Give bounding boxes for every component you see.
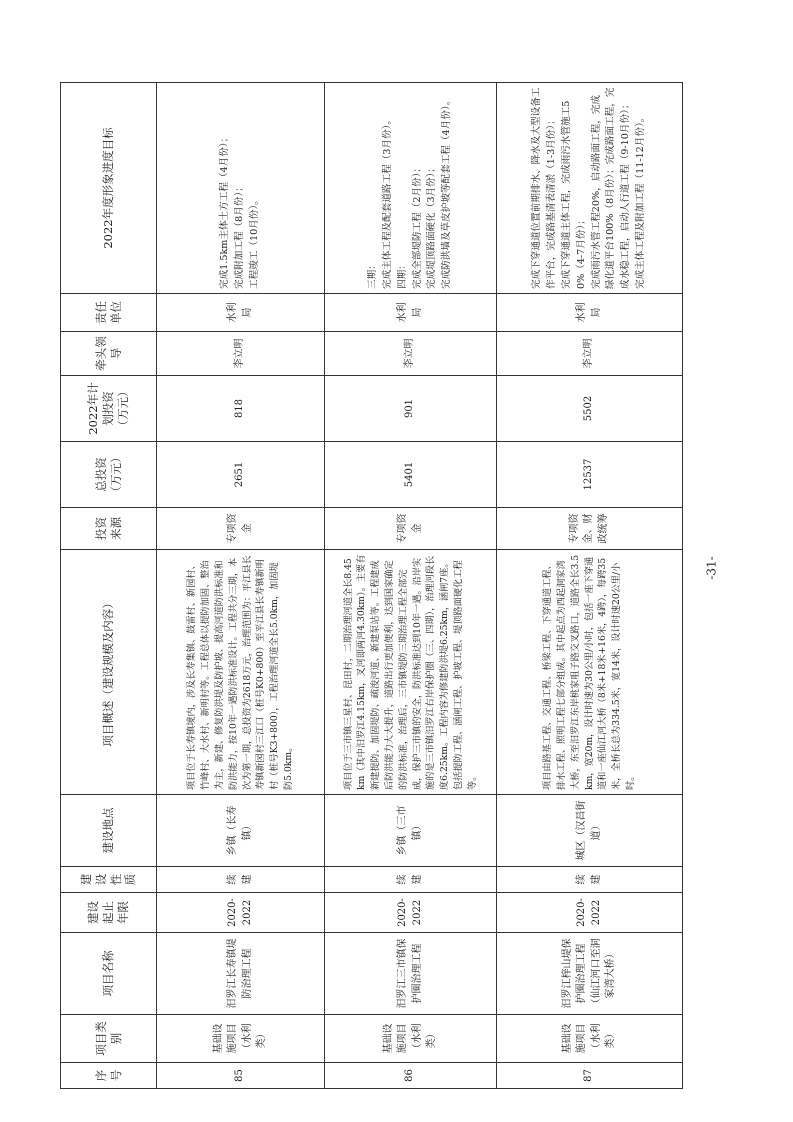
cell-category: 基础设施项目（水利类） [157, 1015, 325, 1063]
cell-total: 5401 [325, 442, 497, 508]
cell-category: 基础设施项目（水利类） [325, 1015, 497, 1063]
table-row [325, 83, 497, 1089]
cell-location: 乡镇（长寿镇） [157, 795, 325, 867]
header-unit: 责任单位 [61, 294, 157, 332]
cell-goal [497, 83, 683, 294]
cell-plan2022: 818 [157, 376, 325, 442]
cell-overview: 项目位于长寿镇境内，涉及长寿集镇、鼓雷村、新园村、竹峰村、大水村、新明村等。工程总体以提防加固、整治为主，新建、修复防洪堤及防护坡、提高河道防洪标准和防洪能力，按10年一遇防洪标准设计。工程共分三期，本次为第一期，总投资为2618万元，治理范围为：平江县长寿镇新园村三江口（桩号K0+800）至平江县长寿镇新明村（桩号K3+800），工程治理河道全长5.0km，加固堤防5.0km。 [157, 550, 325, 795]
cell-plan2022: 901 [325, 376, 497, 442]
cell-nature: 续建 [325, 867, 497, 893]
header-row [61, 83, 157, 1089]
cell-leader: 李立明 [325, 332, 497, 376]
table-row [157, 83, 325, 1089]
cell-goal [157, 83, 325, 294]
cell-period: 2020-2022 [157, 893, 325, 933]
header-goal: 2022年度形象进度目标 [61, 83, 157, 294]
cell-funding: 专项资金、财政统筹 [497, 508, 683, 550]
cell-period: 2020-2022 [325, 893, 497, 933]
cell-seq: 86 [325, 1063, 497, 1089]
header-period: 建设起止年限 [61, 893, 157, 933]
cell-total: 12537 [497, 442, 683, 508]
cell-name: 汨罗江梓山堤保护圈治理工程（仙江河口至洞家湾大桥） [497, 933, 683, 1015]
cell-unit: 水利局 [497, 294, 683, 332]
header-total: 总投资（万元） [61, 442, 157, 508]
cell-seq: 85 [157, 1063, 325, 1089]
header-plan2022: 2022年计划投资（万元） [61, 376, 157, 442]
cell-funding: 专项资金 [157, 508, 325, 550]
header-funding: 投资来源 [61, 508, 157, 550]
cell-overview: 项目由路基工程、交通工程、桥梁工程、下穿通道工程、排水工程、照明工程七部分组成。其中起点为西起洞家湾大桥，东至汨罗江东岸桃家咀子路交叉路口，道路全长3.5km，宽20m，设计时速为30公里/小时，包括一座下穿通道和一座仙江河大桥（8米+18米+16米，4跨），每跨35米，全桥长总为334.5米，宽14米，设计时速20公里/小时。 [497, 550, 683, 795]
cell-funding: 专项资金 [325, 508, 497, 550]
header-seq: 序号 [61, 1063, 157, 1089]
cell-period: 2020-2022 [497, 893, 683, 933]
cell-category: 基础设施项目（水利类） [497, 1015, 683, 1063]
cell-leader: 李立明 [497, 332, 683, 376]
goal-text: 完成下穿通道位置前期排水、降水及大型设备工作平台，完成路基清表清淤（1-3月份）； 完成下穿通道主体工程，完成雨污水管施工50%（4-7月份）； 完成雨污水管工程20%，启动路面工程，完成绿化道平台100%（8月份）；完成路面工程，完成水稳工程，启动人行道工程（9-10月份）； 完成主体工程及附加工程（11-12月份）。 [531, 87, 647, 289]
cell-unit: 水利局 [157, 294, 325, 332]
cell-unit: 水利局 [325, 294, 497, 332]
cell-leader: 李立明 [157, 332, 325, 376]
header-overview: 项目概述（建设规模及内容） [61, 550, 157, 795]
cell-nature: 续建 [497, 867, 683, 893]
cell-name: 汨罗江三市镇保护圈治理工程 [325, 933, 497, 1015]
cell-location: 城区（汉昌街道） [497, 795, 683, 867]
project-table [60, 82, 683, 1089]
goal-text: 三期： 完成主体工程及配套道路工程（3月份）。 四期： 完成全部堤防工程（2月份）； 完成堤顶路面硬化（3月份）； 完成防洪墙及草皮护坡等配套工程（4月份）。 [366, 95, 453, 289]
cell-total: 2651 [157, 442, 325, 508]
cell-name: 汨罗江长寿镇堤防治理工程 [157, 933, 325, 1015]
goal-text: 完成1.5km主体土方工程（4月份）； 完成附加工程（8月份）； 工程竣工（10月份）。 [219, 132, 260, 289]
cell-nature: 续建 [157, 867, 325, 893]
cell-overview: 项目位于三市镇三星村、昆田村，二期治理河道全长8.45km（其中汨罗江4.15km，叉河即两河4.30km）。主要有新建提防、加固堤防、疏浚河道、新建泵站等。工程建成后防洪能力大大提升，道路出行更加便利，达到国家确定的防洪标准，治理后，三市镇堤防三期治理工程全部完成，保护三市镇的安全，防洪标准达到10年一遇。沿岸实施的是三市镇汨罗江右岸保护圈（三、四期），治理河段长度6.25km。工程内容为修建防洪堤6.25km，涵闸7座。包括提防工程、涵闸工程、护坡工程、堤顶路面硬化工程等。 [325, 550, 497, 795]
header-category: 项目类别 [61, 1015, 157, 1063]
cell-seq: 87 [497, 1063, 683, 1089]
header-location: 建设地点 [61, 795, 157, 867]
header-leader: 牵头领导 [61, 332, 157, 376]
rotated-table-wrapper [60, 84, 682, 1089]
cell-plan2022: 5502 [497, 376, 683, 442]
header-name: 项目名称 [61, 933, 157, 1015]
cell-goal [325, 83, 497, 294]
header-nature: 建设性质 [61, 867, 157, 893]
cell-location: 乡镇（三市镇） [325, 795, 497, 867]
table-row [497, 83, 683, 1089]
page-number: -31- [704, 556, 719, 580]
